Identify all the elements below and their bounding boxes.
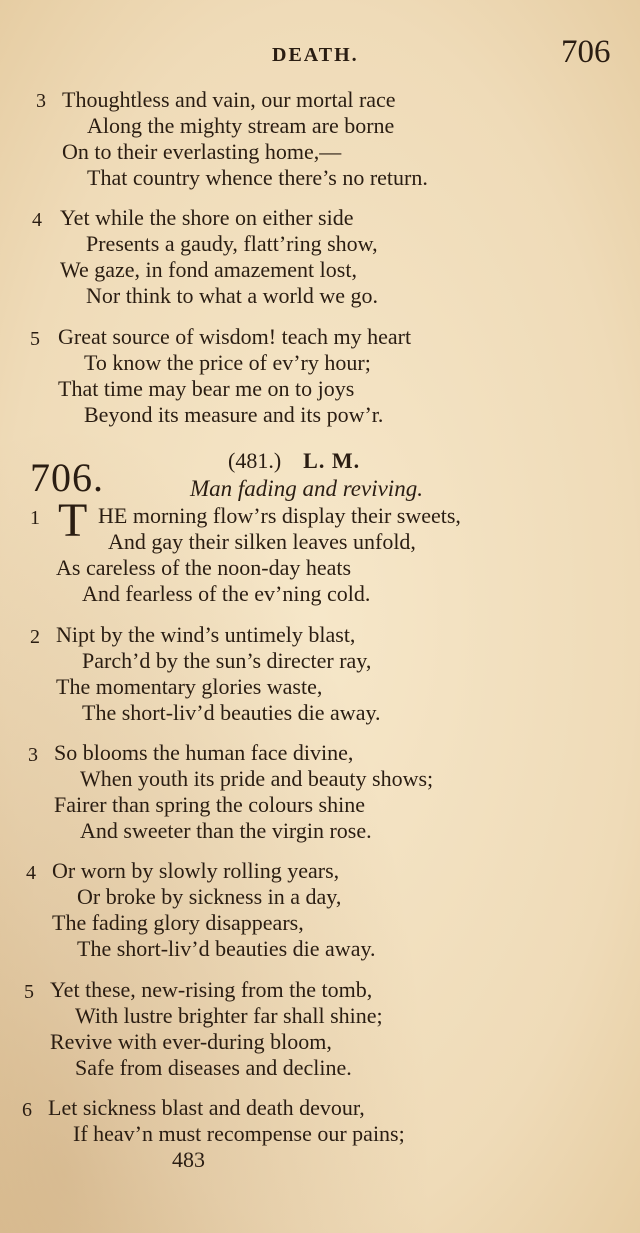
stanza-number: 5: [30, 328, 40, 350]
verse-line: So blooms the human face divine,: [54, 740, 354, 765]
hymn-meter: L. M.: [303, 448, 361, 473]
verse-line: Or worn by slowly rolling years,: [52, 858, 340, 883]
verse-line: Safe from diseases and decline.: [75, 1055, 352, 1080]
verse-line: With lustre brighter far shall shine;: [75, 1003, 383, 1028]
verse-line: On to their everlasting home,—: [62, 139, 342, 164]
stanza-number: 5: [24, 981, 34, 1003]
stanza-number: 4: [26, 862, 36, 884]
verse-line: Beyond its measure and its pow’r.: [84, 402, 384, 427]
verse-line: The momentary glories waste,: [56, 674, 323, 699]
verse-line: When youth its pride and beauty shows;: [80, 766, 434, 791]
verse-line: Presents a gaudy, flatt’ring show,: [86, 231, 378, 256]
verse-line: Nor think to what a world we go.: [86, 283, 379, 308]
verse-line: As careless of the noon-day heats: [56, 555, 352, 580]
verse-line: Fairer than spring the colours shine: [54, 792, 365, 817]
hymn-alt-number: (481.): [228, 448, 282, 473]
verse-line: If heav’n must recompense our pains;: [73, 1121, 405, 1146]
signature-number: 483: [172, 1147, 205, 1172]
verse-line: That country whence there’s no return.: [87, 165, 428, 190]
stanza-number: 6: [22, 1099, 32, 1121]
verse-line: Nipt by the wind’s untimely blast,: [56, 622, 356, 647]
verse-line: And sweeter than the virgin rose.: [80, 818, 372, 843]
page-number: 706: [561, 34, 611, 70]
running-head: DEATH.: [272, 44, 359, 66]
verse-line: The short-liv’d beauties die away.: [82, 700, 381, 725]
verse-line: The fading glory disappears,: [52, 910, 304, 935]
stanza-number: 3: [28, 744, 38, 766]
verse-line: And gay their silken leaves unfold,: [108, 529, 416, 554]
verse-line: Let sickness blast and death devour,: [48, 1095, 365, 1120]
verse-line: Or broke by sickness in a day,: [77, 884, 342, 909]
stanza-number: 4: [32, 209, 42, 231]
verse-line: The short-liv’d beauties die away.: [77, 936, 376, 961]
drop-cap: T: [58, 494, 88, 547]
verse-line: Parch’d by the sun’s directer ray,: [82, 648, 372, 673]
verse-line: Thoughtless and vain, our mortal race: [62, 87, 396, 112]
verse-line: Yet these, new-rising from the tomb,: [50, 977, 373, 1002]
stanza-number: 1: [30, 507, 40, 529]
verse-line: Along the mighty stream are borne: [87, 113, 395, 138]
hymn-number: 706.: [30, 455, 104, 500]
verse-line: HE morning flow’rs display their sweets,: [98, 503, 461, 528]
verse-line: Great source of wisdom! teach my heart: [58, 324, 412, 349]
verse-line: Yet while the shore on either side: [60, 205, 354, 230]
verse-line: Revive with ever-during bloom,: [50, 1029, 332, 1054]
hymn-subtitle: Man fading and reviving.: [190, 476, 423, 501]
verse-line: We gaze, in fond amazement lost,: [60, 257, 357, 282]
verse-line: To know the price of ev’ry hour;: [84, 350, 371, 375]
stanza-number: 3: [36, 90, 46, 112]
verse-line: That time may bear me on to joys: [58, 376, 355, 401]
hymn-reference: [228, 448, 360, 474]
stanza-number: 2: [30, 626, 40, 648]
verse-line: And fearless of the ev’ning cold.: [82, 581, 371, 606]
